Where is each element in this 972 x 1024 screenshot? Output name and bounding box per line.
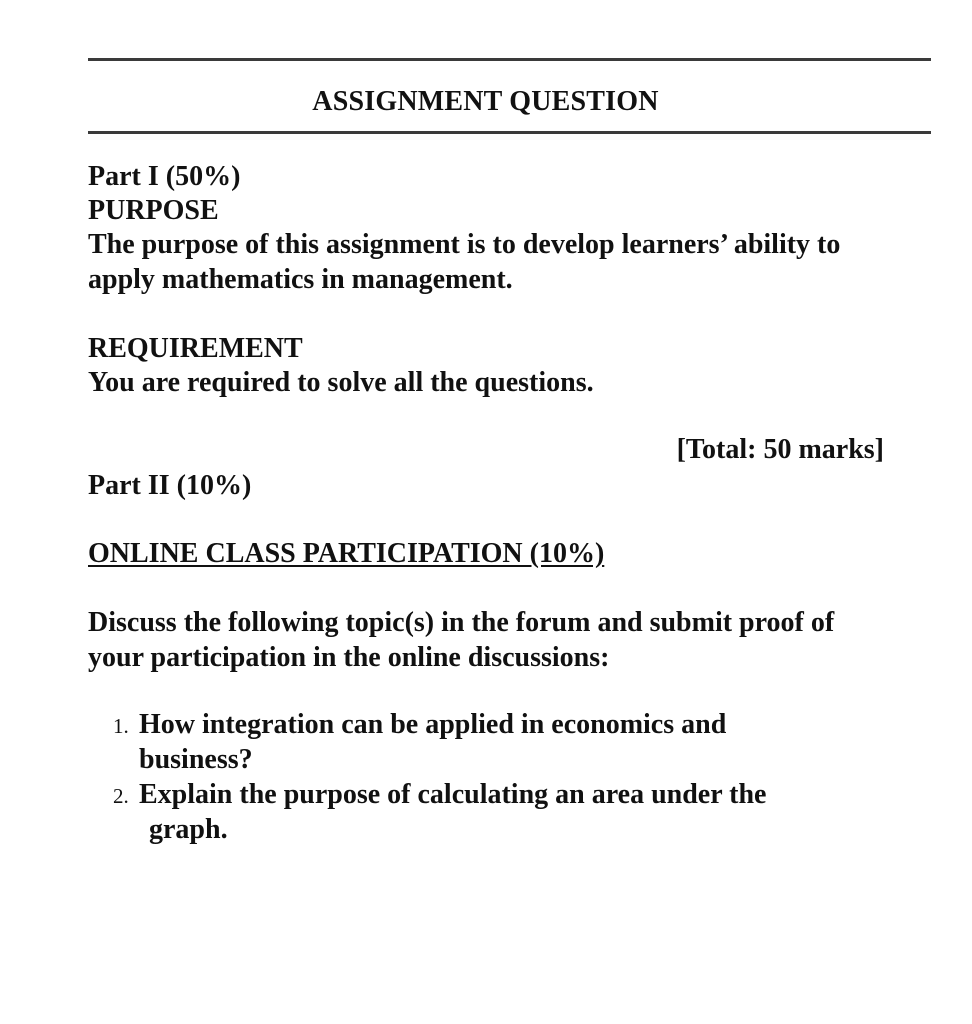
purpose-text-line1: The purpose of this assignment is to develop learners’ ability to — [88, 229, 841, 260]
part1-heading: Part I (50%) — [88, 161, 241, 192]
topic-list — [113, 707, 903, 847]
list-number: 2. — [113, 784, 129, 808]
topic-text-line2: graph. — [149, 814, 228, 845]
topic-text-line1: Explain the purpose of calculating an area under the — [139, 779, 767, 810]
requirement-text: You are required to solve all the questions. — [88, 367, 594, 398]
section-title: ONLINE CLASS PARTICIPATION (10%) — [88, 538, 605, 569]
list-number: 1. — [113, 714, 129, 738]
purpose-label: PURPOSE — [88, 195, 219, 226]
instruction-line1: Discuss the following topic(s) in the forum and submit proof of — [88, 607, 835, 638]
part2-heading: Part II (10%) — [88, 470, 252, 501]
total-marks: [Total: 50 marks] — [676, 434, 884, 465]
list-item — [113, 777, 903, 847]
requirement-label: REQUIREMENT — [88, 333, 303, 364]
instruction-line2: your participation in the online discussions: — [88, 642, 610, 673]
topic-text: How integration can be applied in economics and business? — [139, 709, 727, 775]
top-divider — [88, 58, 931, 61]
topic-text — [139, 777, 766, 847]
list-item — [113, 707, 903, 777]
title-divider — [88, 131, 931, 134]
purpose-text-line2: apply mathematics in management. — [88, 264, 513, 295]
page-title: ASSIGNMENT QUESTION — [312, 86, 659, 117]
